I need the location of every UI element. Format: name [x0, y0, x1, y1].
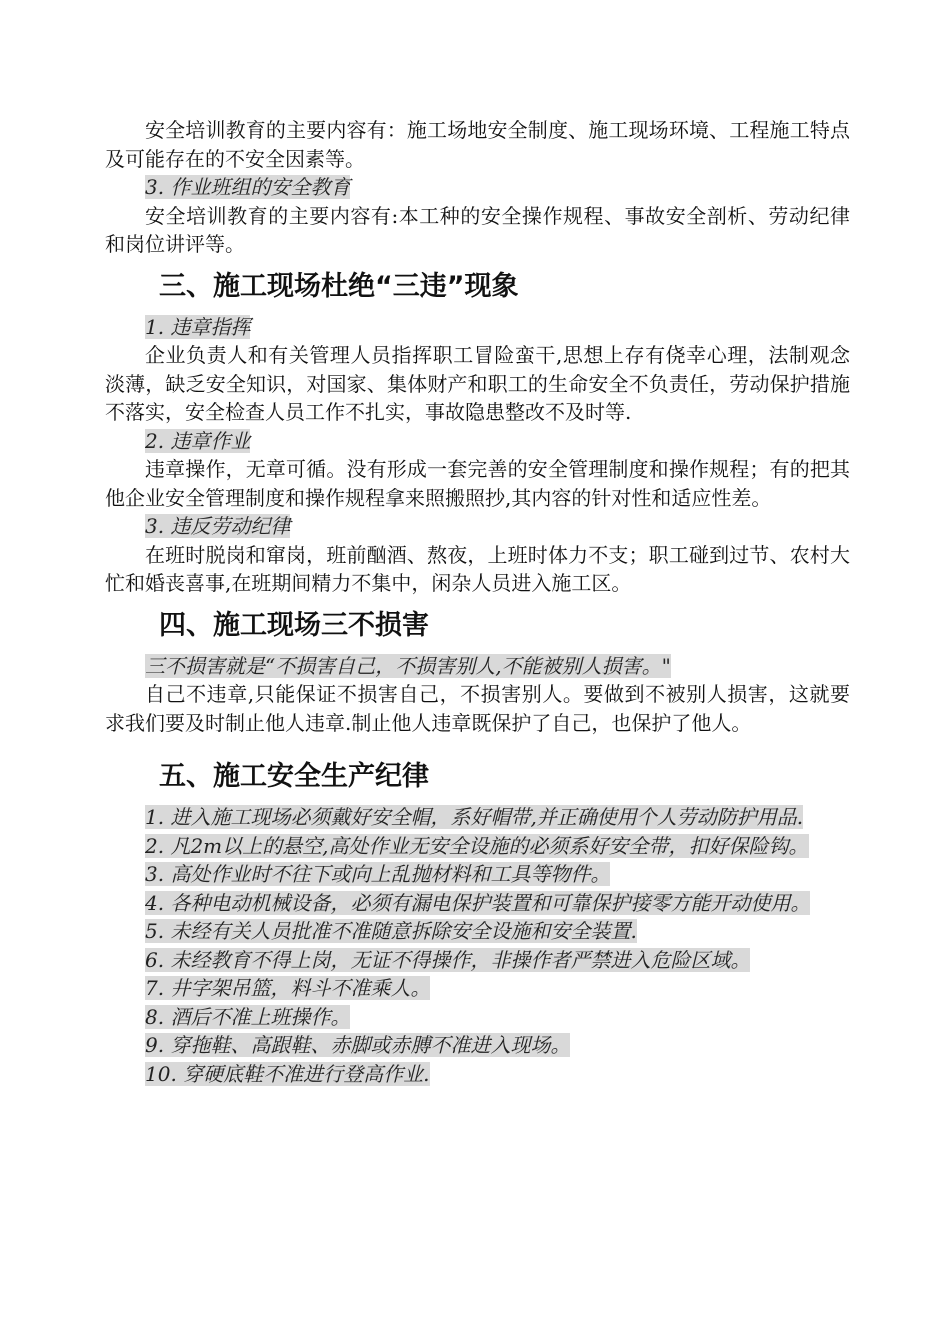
subheading-labor-discipline: 3. 违反劳动纪律 [145, 514, 291, 538]
paragraph-illegal-command: 企业负责人和有关管理人员指挥职工冒险蛮干,思想上存有侥幸心理，法制观念淡薄，缺乏安全知识，对国家、集体财产和职工的生命安全不负责任，劳动保护措施不落实，安全检查人员工作不扎实，事故隐患整改不及时等. [105, 343, 850, 424]
rule-item: 5. 未经有关人员批准不准随意拆除安全设施和安全装置. [145, 919, 637, 943]
spacer [105, 737, 850, 749]
section-five-title: 五、施工安全生产纪律 [159, 761, 429, 792]
intro-paragraph-1: 安全培训教育的主要内容有：施工场地安全制度、施工现场环境、工程施工特点及可能存在的不安全因素等。 [105, 118, 850, 171]
rule-item: 1. 进入施工现场必须戴好安全帽，系好帽带,并正确使用个人劳动防护用品. [145, 805, 804, 829]
section-four-title: 四、施工现场三不损害 [159, 609, 429, 641]
rule-item: 4. 各种电动机械设备，必须有漏电保护装置和可靠保护接零方能开动使用。 [145, 890, 811, 915]
subheading-illegal-command: 1. 违章指挥 [145, 314, 251, 339]
rule-item: 3. 高处作业时不往下或向上乱抛材料和工具等物件。 [145, 862, 611, 886]
intro-paragraph-2: 安全培训教育的主要内容有:本工种的安全操作规程、事故安全剖析、劳动纪律和岗位讲评等。 [105, 203, 850, 256]
rule-item: 9. 穿拖鞋、高跟鞋、赤脚或赤膊不准进入现场。 [145, 1033, 571, 1057]
paragraph-illegal-operation: 违章操作，无章可循。没有形成一套完善的安全管理制度和操作规程；有的把其他企业安全管理制度和操作规程拿来照搬照抄,其内容的针对性和适应性差。 [105, 457, 850, 510]
rule-item: 2. 凡2m以上的悬空,高处作业无安全设施的必须系好安全带，扣好保险钩。 [145, 833, 809, 858]
paragraph-labor-discipline: 在班时脱岗和窜岗，班前酗酒、熬夜，上班时体力不支；职工碰到过节、农村大忙和婚丧喜事,在班期间精力不集中，闲杂人员进入施工区。 [105, 542, 850, 595]
three-no-harm-quote: 三不损害就是“不损害自己，不损害别人,不能被别人损害。" [145, 653, 671, 678]
paragraph-three-no-harm: 自己不违章,只能保证不损害自己，不损害别人。要做到不被别人损害，这就要求我们要及时制止他人违章.制止他人违章既保护了自己，也保护了他人。 [105, 682, 850, 735]
subheading-illegal-operation: 2. 违章作业 [145, 428, 251, 453]
section-three-title: 三、施工现场杜绝“三违”现象 [159, 270, 519, 302]
rule-item: 10. 穿硬底鞋不准进行登高作业. [145, 1061, 430, 1086]
subheading-team-education: 3. 作业班组的安全教育 [145, 175, 351, 199]
rule-item: 8. 酒后不准上班操作。 [145, 1004, 351, 1029]
rule-item: 7. 井字架吊篮，料斗不准乘人。 [145, 976, 431, 1000]
rule-item: 6. 未经教育不得上岗，无证不得操作，非操作者严禁进入危险区域。 [145, 947, 751, 972]
